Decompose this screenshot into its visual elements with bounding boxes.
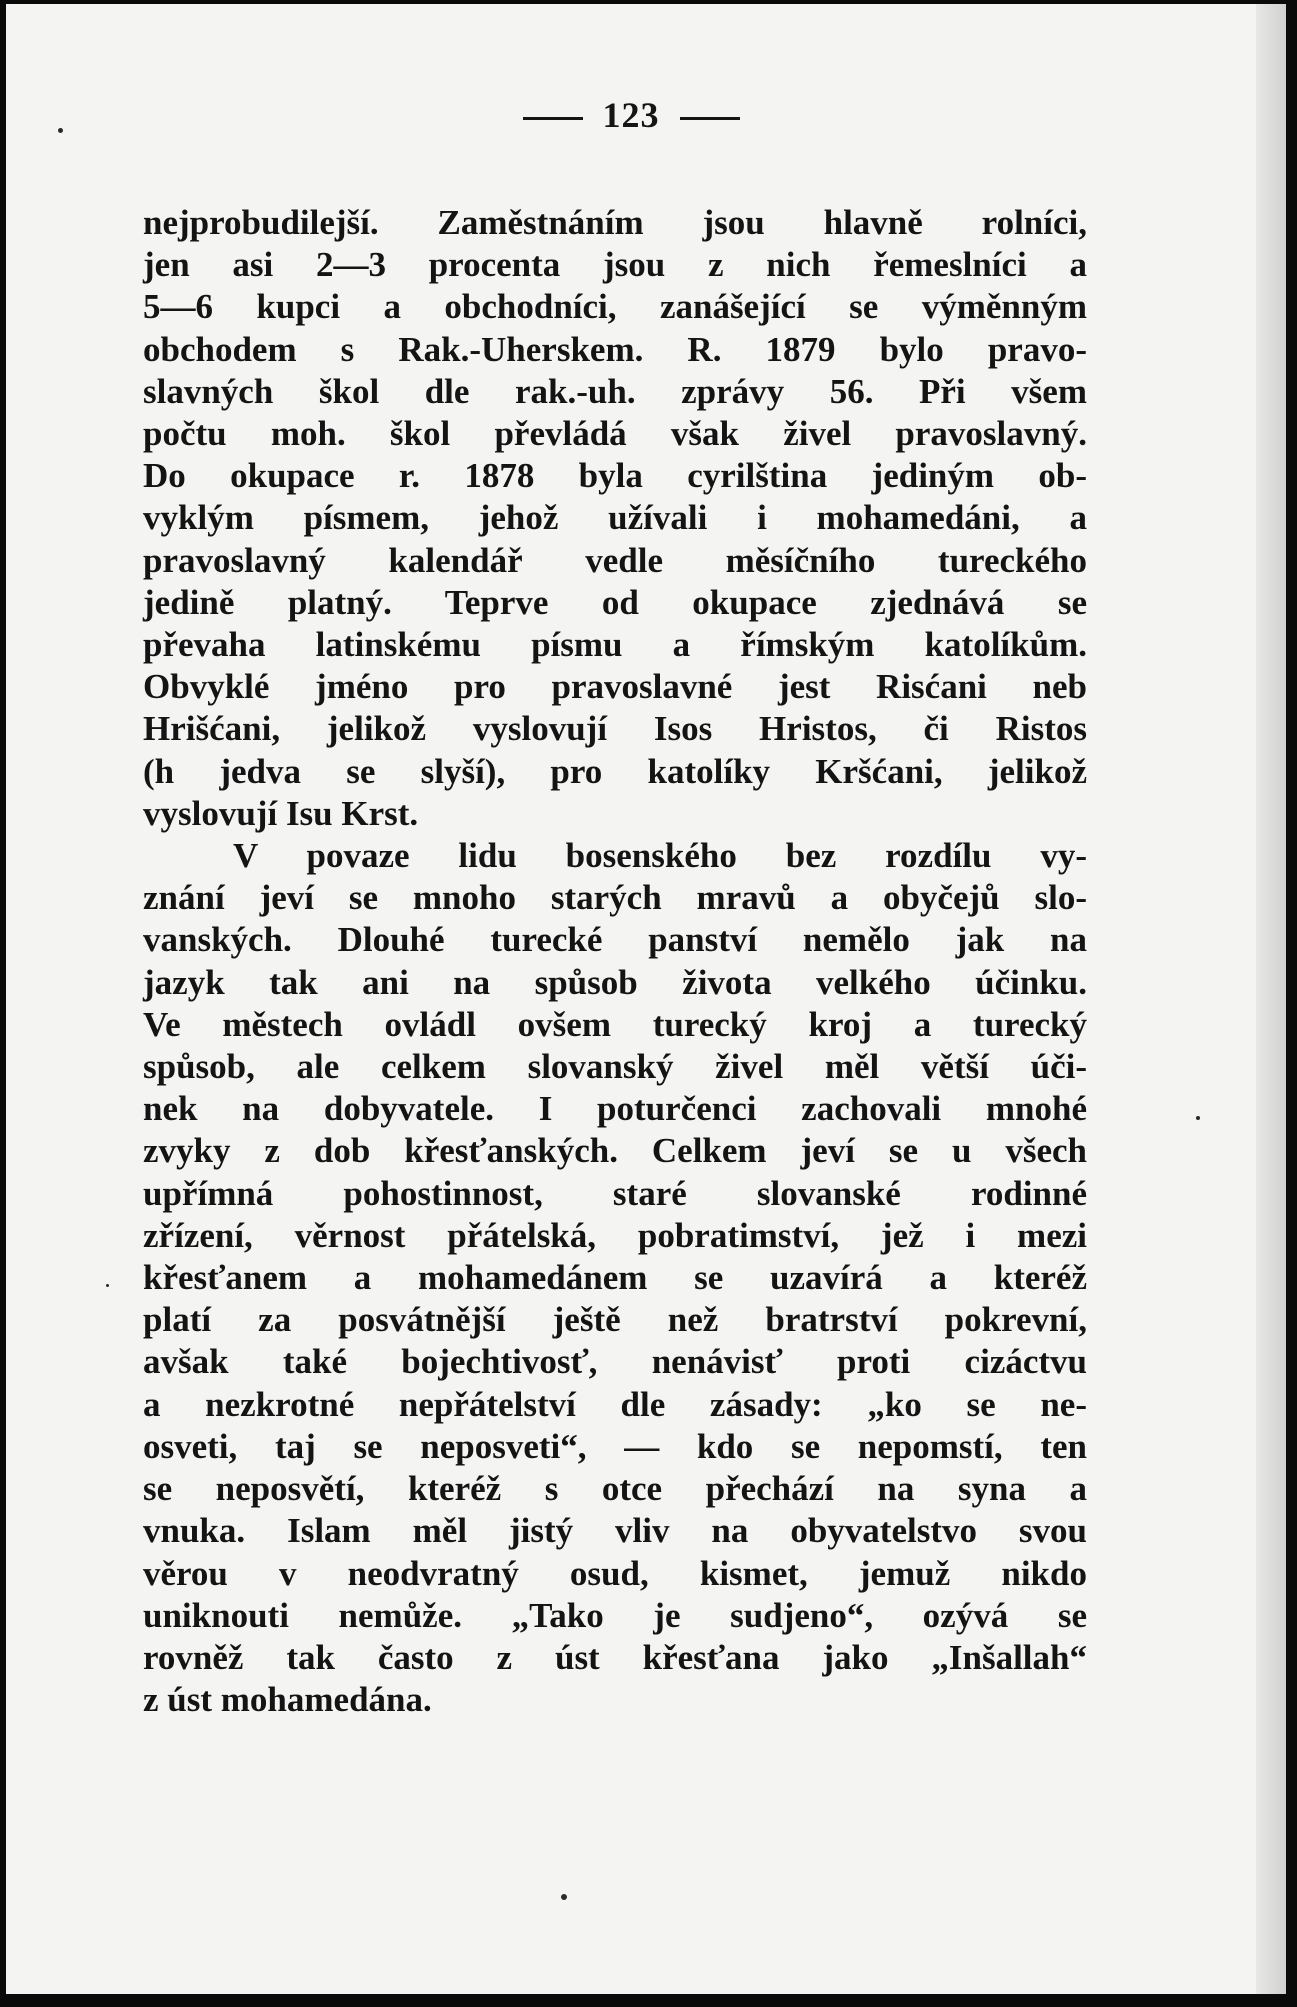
text-line: Ve městech ovládl ovšem turecký kroj a turecký [143, 1004, 1087, 1044]
text-line: křesťanem a mohamedánem se uzavírá a kteréž [143, 1258, 1087, 1298]
text-line: zvyky z dob křesťanských. Celkem jeví se u všech [143, 1131, 1087, 1171]
text-line: Obvyklé jméno pro pravoslavné jest Risćani neb [143, 667, 1087, 707]
text-line: Hrišćani, jelikož vyslovují Isos Hristos, či Ristos [143, 709, 1087, 749]
body-text [143, 202, 1087, 1721]
text-line: V povaze lidu bosenského bez rozdílu vy- [233, 836, 1087, 876]
text-line: věrou v neodvratný osud, kismet, jemuž nikdo [143, 1553, 1087, 1593]
text-line: spůsob, ale celkem slovanský živel měl větší úči- [143, 1047, 1087, 1087]
text-line: upřímná pohostinnost, staré slovanské rodinné [143, 1173, 1087, 1213]
header-dash-left [523, 117, 583, 120]
text-line: a nezkrotné nepřátelství dle zásady: „ko se ne- [143, 1384, 1087, 1424]
text-line: nejprobudilejší. Zaměstnáním jsou hlavně rolníci, [143, 203, 1087, 242]
text-line: jazyk tak ani na spůsob života velkého účinku. [143, 962, 1087, 1002]
text-line: z úst mohamedána. [143, 1680, 432, 1720]
header-dash-right [680, 117, 740, 120]
scan-speck [58, 128, 63, 133]
page-number: 123 [602, 95, 660, 135]
book-page [6, 4, 1286, 1994]
scan-speck [106, 1284, 109, 1287]
text-line: (h jedva se slyší), pro katolíky Kršćani, jelikož [143, 751, 1087, 791]
text-line: uniknouti nemůže. „Tako je sudjeno“, ozývá se [143, 1595, 1087, 1635]
text-line: slavných škol dle rak.-uh. zprávy 56. Při všem [143, 371, 1087, 411]
text-line: avšak také bojechtivosť, nenávisť proti cizáctvu [143, 1342, 1087, 1382]
text-line: jedině platný. Teprve od okupace zjednává se [143, 582, 1087, 622]
text-line: osveti, taj se neposveti“, — kdo se nepomstí, ten [143, 1426, 1087, 1466]
text-line: 5—6 kupci a obchodníci, zanášející se výměnným [143, 287, 1087, 327]
text-line: Do okupace r. 1878 byla cyrilština jediným ob- [143, 456, 1087, 496]
text-line: platí za posvátnější ještě než bratrství pokrevní, [143, 1300, 1087, 1340]
text-line: vyklým písmem, jehož užívali i mohamedáni, a [143, 498, 1087, 538]
scan-speck [561, 1894, 567, 1900]
text-line: nek na dobyvatele. I poturčenci zachovali mnohé [143, 1089, 1087, 1129]
scan-speck [1196, 1116, 1200, 1120]
text-line: pravoslavný kalendář vedle měsíčního tureckého [143, 540, 1087, 580]
page-edge-shadow [1256, 4, 1286, 1994]
text-line: zřízení, věrnost přátelská, pobratimství, jež i mezi [143, 1215, 1087, 1255]
text-line: převaha latinskému písmu a římským katolíkům. [143, 625, 1087, 665]
text-line: znání jeví se mnoho starých mravů a obyčejů slo- [143, 878, 1087, 918]
text-line: rovněž tak často z úst křesťana jako „Inšallah“ [143, 1637, 1087, 1677]
text-line: vanských. Dlouhé turecké panství nemělo jak na [143, 920, 1087, 960]
text-line: se neposvětí, kteréž s otce přechází na syna a [143, 1469, 1087, 1509]
text-line: obchodem s Rak.-Uherskem. R. 1879 bylo pravo- [143, 329, 1087, 369]
text-line: vnuka. Islam měl jistý vliv na obyvatelstvo svou [143, 1511, 1087, 1551]
text-line: jen asi 2—3 procenta jsou z nich řemeslníci a [143, 245, 1087, 285]
page-number-header [6, 94, 1256, 136]
text-line: vyslovují Isu Krst. [143, 793, 419, 833]
text-line: počtu moh. škol převládá však živel pravoslavný. [143, 414, 1087, 454]
